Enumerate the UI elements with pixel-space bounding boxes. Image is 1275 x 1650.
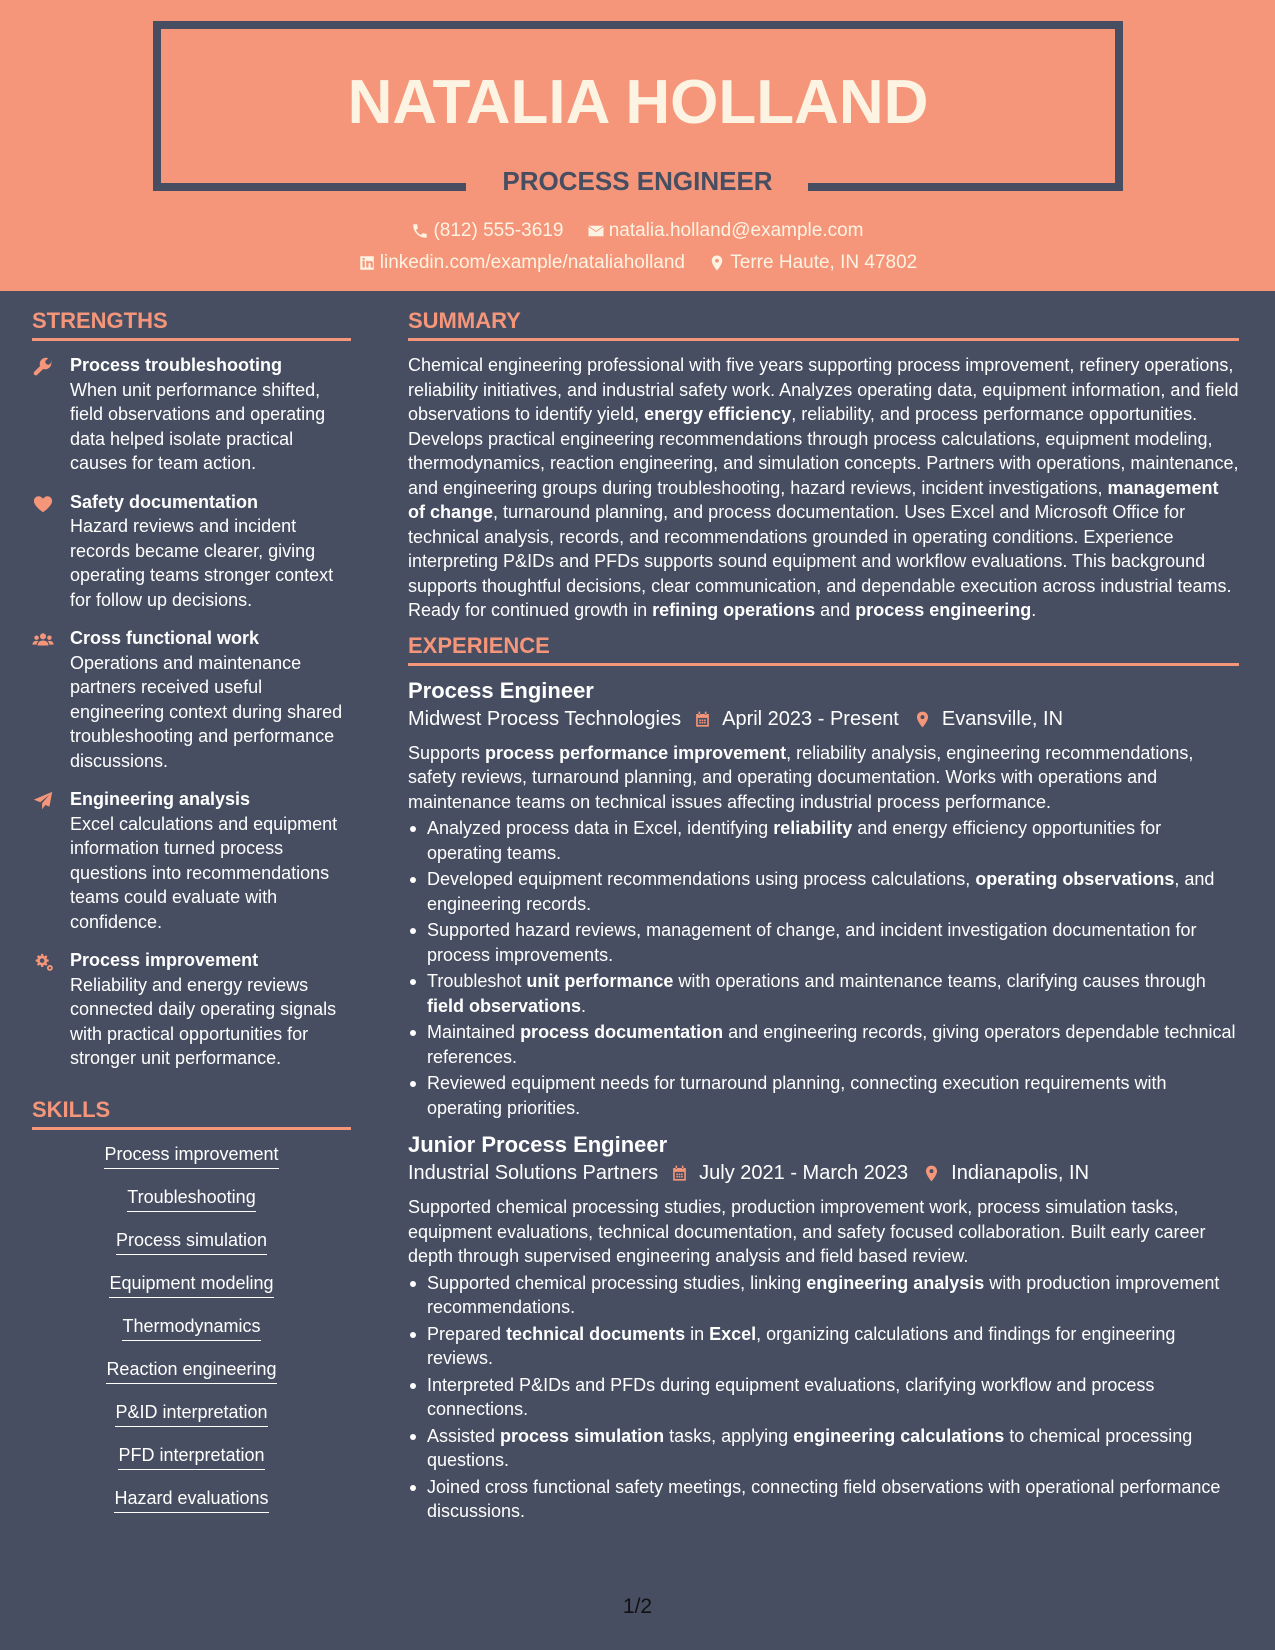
skill-label: Equipment modeling: [109, 1271, 273, 1298]
text-segment: Supports: [408, 742, 486, 763]
text-segment: with operations and maintenance teams, clarifying causes through: [673, 971, 1206, 991]
right-column: [408, 291, 1239, 1536]
map-pin-icon: [913, 710, 932, 729]
bullet-item: [408, 1071, 1239, 1120]
experience-heading: EXPERIENCE: [408, 633, 1239, 666]
text-segment: Troubleshot: [427, 971, 527, 991]
skill-label: Thermodynamics: [122, 1314, 260, 1341]
company-name: Midwest Process Technologies: [408, 707, 682, 730]
job-meta: [408, 708, 1239, 731]
job-entry: [408, 678, 1239, 1121]
skill-item: [32, 1142, 351, 1169]
bullet-item: [408, 1271, 1239, 1320]
emphasis-text: energy efficiency: [644, 404, 792, 424]
job-role: Process Engineer: [408, 677, 594, 703]
strength-item: [32, 787, 351, 934]
strength-item: [32, 490, 351, 613]
text-segment: and energy efficiency opportunities for operating teams.: [427, 818, 1162, 863]
emphasis-text: Excel: [709, 1323, 757, 1344]
text-segment: Interpreted P&IDs and PFDs during equipment evaluations, clarifying workflow and process connections.: [427, 1374, 1155, 1419]
strength-text: Excel calculations and equipment information turned process questions into recommendations teams could evaluate with confidence.: [70, 813, 338, 932]
text-segment: , reliability, and process performance opportunities. Develops practical engineering recommendations through process calculations, equipment modeling, thermodynamics, reaction engineering, and simulation concepts. Partners with operations, maintenance, and engineering groups during troubleshooting, hazard reviews, incident investigations,: [408, 404, 1239, 498]
text-segment: Assisted: [427, 1425, 501, 1446]
text-segment: and engineering records, giving operators dependable technical references.: [427, 1022, 1236, 1067]
contact-email[interactable]: [587, 220, 864, 242]
text-segment: with production improvement recommendations.: [427, 1272, 1220, 1317]
map-pin-icon: [708, 254, 726, 272]
text-segment: , turnaround planning, and process documentation. Uses Excel and Microsoft Office for technical analysis, records, and recommendations grounded in operating conditions. Experience interpreting P&IDs and PFDs supports sound equipment and workflow evaluations. This background supports thoughtful decisions, clear communication, and dependable execution across industrial teams. Ready for continued growth in: [408, 502, 1232, 620]
text-segment: .: [581, 995, 587, 1016]
candidate-name: NATALIA HOLLAND: [347, 68, 929, 137]
text-segment: tasks, applying: [664, 1425, 794, 1446]
skills-heading: SKILLS: [32, 1097, 351, 1130]
job-meta: [408, 1162, 1239, 1185]
skill-label: Process improvement: [104, 1142, 278, 1169]
job-location: Indianapolis, IN: [951, 1162, 1090, 1184]
bullet-item: [408, 867, 1239, 916]
heart-icon: [32, 493, 54, 515]
bullet-item: [408, 1475, 1239, 1524]
text-segment: Analyzed process data in Excel, identifying: [427, 818, 774, 838]
skill-label: Process simulation: [116, 1228, 267, 1255]
skill-label: Hazard evaluations: [114, 1486, 268, 1513]
bullet-item: [408, 1322, 1239, 1371]
skill-label: PFD interpretation: [118, 1443, 264, 1470]
strength-item: [32, 626, 351, 773]
skill-item: [32, 1271, 351, 1298]
strength-title: Process improvement: [70, 950, 259, 970]
bullet-item: [408, 969, 1239, 1018]
skill-label: Reaction engineering: [106, 1357, 276, 1384]
paper-plane-icon: [32, 790, 54, 812]
job-location: Evansville, IN: [941, 707, 1064, 730]
skill-item: [32, 1357, 351, 1384]
calendar-icon: [693, 710, 712, 729]
strength-title: Cross functional work: [70, 628, 260, 648]
text-segment: , and engineering records.: [427, 869, 1215, 914]
text-segment: Reviewed equipment needs for turnaround planning, connecting execution requirements with operating priorities.: [427, 1073, 1167, 1118]
summary-heading: SUMMARY: [408, 308, 1239, 341]
job-dates: July 2021 - March 2023: [699, 1162, 909, 1184]
contact-line-2: [0, 252, 1275, 278]
job-bullets: [408, 816, 1239, 1120]
contact-phone: [411, 220, 563, 242]
emphasis-text: unit performance: [526, 971, 674, 991]
email-link[interactable]: natalia.holland@example.com: [608, 220, 864, 241]
bullet-item: [408, 816, 1239, 865]
phone-icon: [411, 222, 429, 240]
strength-title: Engineering analysis: [70, 789, 251, 809]
text-segment: Supported chemical processing studies, production improvement work, process simulation tasks, equipment evaluations, technical documentation, and safety focused collaboration. Built early career depth through supervised engineering analysis and field based review.: [408, 1197, 1206, 1266]
calendar-icon: [670, 1164, 689, 1183]
strength-text: Reliability and energy reviews connected daily operating signals with practical opportunities for stronger unit performance.: [70, 974, 337, 1068]
skill-item: [32, 1400, 351, 1427]
text-segment: Maintained: [427, 1022, 521, 1042]
bullet-item: [408, 1020, 1239, 1069]
strength-text: When unit performance shifted, field observations and operating data helped isolate practical causes for team action.: [70, 379, 326, 473]
emphasis-text: field observations: [427, 995, 582, 1016]
text-segment: to chemical processing questions.: [427, 1425, 1193, 1470]
header: [0, 0, 1275, 291]
skill-label: Troubleshooting: [127, 1185, 255, 1212]
text-segment: .: [1031, 600, 1037, 620]
text-segment: in: [685, 1323, 710, 1344]
skill-item: [32, 1443, 351, 1470]
job-bullets: [408, 1271, 1239, 1524]
strength-text: Hazard reviews and incident records became clearer, giving operating teams stronger context for follow up decisions.: [70, 516, 334, 610]
emphasis-text: refining operations: [652, 600, 816, 620]
skill-item: [32, 1228, 351, 1255]
contact-linkedin[interactable]: [358, 252, 685, 274]
strength-title: Process troubleshooting: [70, 355, 283, 375]
job-dates: April 2023 - Present: [722, 707, 899, 730]
strengths-heading: STRENGTHS: [32, 308, 351, 341]
emphasis-text: process performance improvement: [485, 742, 787, 763]
text-segment: Supported hazard reviews, management of change, and incident investigation documentation for process improvements.: [427, 920, 1197, 965]
strength-item: [32, 948, 351, 1071]
company-name: Industrial Solutions Partners: [408, 1162, 659, 1184]
phone-text: (812) 555-3619: [433, 220, 564, 241]
skill-item: [32, 1486, 351, 1513]
emphasis-text: engineering analysis: [806, 1272, 985, 1293]
bullet-item: [408, 918, 1239, 967]
linkedin-link[interactable]: linkedin.com/example/nataliaholland: [379, 252, 685, 273]
text-segment: Joined cross functional safety meetings, connecting field observations with operational performance discussions.: [427, 1476, 1221, 1521]
skill-item: [32, 1314, 351, 1341]
skill-item: [32, 1185, 351, 1212]
contact-location: [708, 252, 917, 274]
strength-text: Operations and maintenance partners received useful engineering context during shared troubleshooting and performance discussions.: [70, 652, 343, 771]
emphasis-text: operating observations: [975, 869, 1175, 889]
emphasis-text: process engineering: [855, 600, 1032, 620]
text-segment: Prepared: [427, 1323, 507, 1344]
wrench-icon: [32, 356, 54, 378]
contact-line-1: [0, 220, 1275, 246]
emphasis-text: process simulation: [500, 1425, 665, 1446]
users-icon: [32, 629, 54, 651]
text-segment: Supported chemical processing studies, linking: [427, 1272, 807, 1293]
page-indicator: 1/2: [622, 1595, 653, 1618]
text-segment: Chemical engineering professional with five years supporting process improvement, refinery operations, reliability initiatives, and industrial safety work. Analyzes operating data, equipment information, and field observations to identify yield,: [408, 355, 1239, 424]
skill-label: P&ID interpretation: [115, 1400, 267, 1427]
envelope-icon: [587, 222, 605, 240]
strength-item: [32, 353, 351, 476]
strength-title: Safety documentation: [70, 491, 259, 512]
summary-text: [408, 353, 1239, 623]
gears-icon: [32, 951, 54, 973]
job-role: Junior Process Engineer: [408, 1132, 668, 1157]
bullet-item: [408, 1424, 1239, 1473]
linkedin-icon: [358, 254, 376, 272]
emphasis-text: technical documents: [506, 1323, 686, 1344]
emphasis-text: engineering calculations: [793, 1425, 1005, 1446]
job-description: [408, 1195, 1239, 1269]
location-text: Terre Haute, IN 47802: [730, 252, 918, 273]
left-column: [32, 291, 351, 1529]
bullet-item: [408, 1373, 1239, 1422]
emphasis-text: management of change: [408, 477, 1219, 522]
text-segment: , organizing calculations and findings for engineering reviews.: [427, 1323, 1176, 1368]
job-entry: [408, 1132, 1239, 1524]
text-segment: and: [815, 600, 856, 620]
emphasis-text: reliability: [773, 818, 853, 838]
emphasis-text: process documentation: [520, 1022, 724, 1042]
text-segment: , reliability analysis, engineering recommendations, safety reviews, turnaround planning, and operating documentation. Works with operations and maintenance teams on technical issues affecting industrial process performance.: [408, 742, 1194, 812]
skills-list: [32, 1142, 351, 1513]
job-title: PROCESS ENGINEER: [502, 166, 773, 196]
map-pin-icon: [922, 1164, 941, 1183]
job-description: [408, 741, 1239, 815]
text-segment: Developed equipment recommendations using process calculations,: [427, 869, 976, 889]
